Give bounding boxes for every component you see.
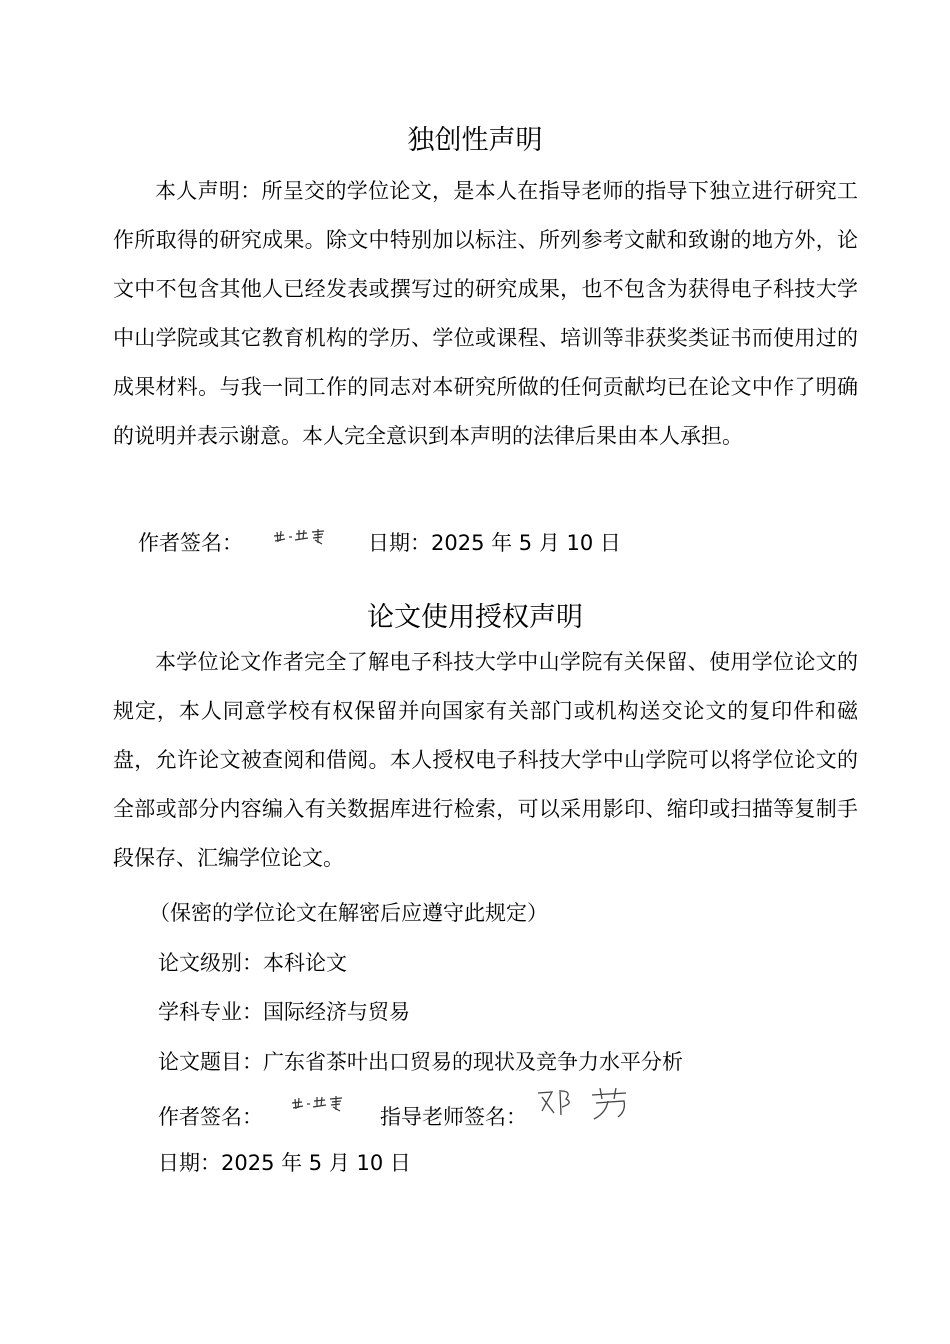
author-signature-image-2 (290, 1094, 346, 1114)
thesis-major: 学科专业：国际经济与贸易 (158, 1000, 410, 1024)
authorization-date: 日期：2025 年 5 月 10 日 (158, 1151, 411, 1175)
thesis-level: 论文级别：本科论文 (158, 951, 347, 975)
authorization-author-sig-label: 作者签名： (158, 1105, 263, 1129)
authorization-title: 论文使用授权声明 (367, 602, 583, 633)
author-signature-image (272, 527, 328, 547)
thesis-topic: 论文题目：广东省茶叶出口贸易的现状及竞争力水平分析 (158, 1050, 683, 1074)
confidential-note: （保密的学位论文在解密后应遵守此规定） (149, 901, 548, 925)
originality-body: 本人声明：所呈交的学位论文，是本人在指导老师的指导下独立进行研究工作所取得的研究成果。除文中特别加以标注、所列参考文献和致谢的地方外，论文中不包含其他人已经发表或撰写过的研究成果，也不包含为获得电子科技大学中山学院或其它教育机构的学历、学位或课程、培训等非获奖类证书而使用过的成果材料。与我一同工作的同志对本研究所做的任何贡献均已在论文中作了明确的说明并表示谢意。本人完全意识到本声明的法律后果由本人承担。 (113, 179, 858, 448)
authorization-body: 本学位论文作者完全了解电子科技大学中山学院有关保留、使用学位论文的规定，本人同意学校有权保留并向国家有关部门或机构送交论文的复印件和磁盘，允许论文被查阅和借阅。本人授权电子科技大学中山学院可以将学位论文的全部或部分内容编入有关数据库进行检索，可以采用影印、缩印或扫描等复制手段保存、汇编学位论文。 (113, 650, 858, 870)
advisor-sig-label: 指导老师签名： (380, 1105, 527, 1129)
originality-date: 日期：2025 年 5 月 10 日 (368, 531, 621, 555)
advisor-signature-image (534, 1085, 634, 1121)
originality-author-sig-label: 作者签名： (138, 531, 243, 555)
originality-title: 独创性声明 (407, 125, 543, 156)
